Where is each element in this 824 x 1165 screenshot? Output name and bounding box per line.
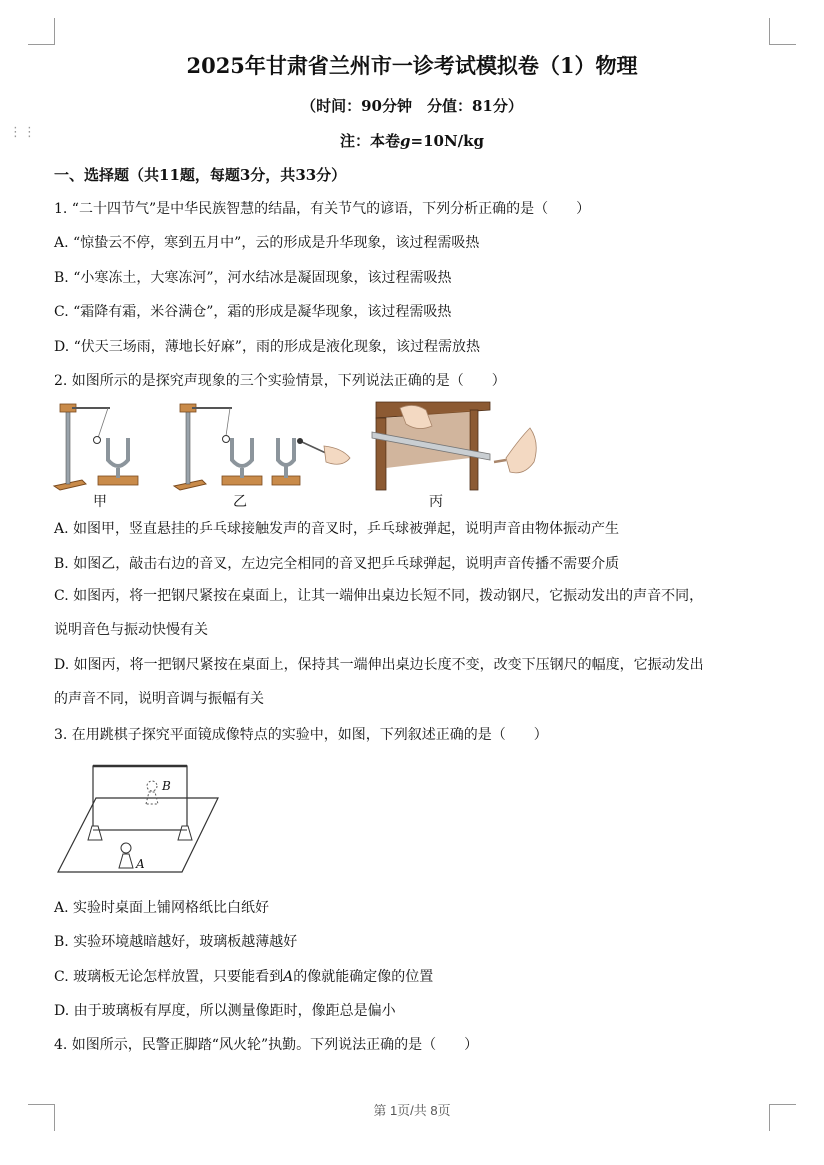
figure-label-b: B xyxy=(162,779,171,793)
crop-mark-top-left xyxy=(28,18,55,45)
figure-bing-apparatus xyxy=(372,402,536,490)
figure-label-jia: 甲 xyxy=(93,494,107,510)
page-title: 2025年甘肃省兰州市一诊考试模拟卷（1）物理 xyxy=(186,53,638,78)
question-3-option-c[interactable]: C. 玻璃板无论怎样放置，只要能看到A的像就能确定像的位置 xyxy=(54,969,434,985)
question-3-option-a[interactable]: A. 实验时桌面上铺网格纸比白纸好 xyxy=(54,900,270,916)
sound-experiments-figure xyxy=(50,398,550,494)
question-1-option-a[interactable]: A. “惊蛰云不停，寒到五月中”，云的形成是升华现象，该过程需吸热 xyxy=(54,235,480,251)
question-2-option-d[interactable]: D. 如图丙，将一把钢尺紧按在桌面上，保持其一端伸出桌边长度不变，改变下压钢尺的幅度，它振动发出 的声音不同，说明音调与振幅有关 xyxy=(54,657,704,707)
exam-note: 注：本卷g=10N/kg xyxy=(339,132,485,150)
question-3-stem: 3. 在用跳棋子探究平面镜成像特点的实验中，如图，下列叙述正确的是（ ） xyxy=(54,727,548,743)
question-1-stem: 1. “二十四节气”是中华民族智慧的结晶，有关节气的谚语，下列分析正确的是（ ） xyxy=(54,201,591,217)
figure-label-a: A xyxy=(136,857,145,871)
question-2-option-c[interactable]: C. 如图丙，将一把钢尺紧按在桌面上，让其一端伸出桌边长短不同，拨动钢尺，它振动发出的声音不同， 说明音色与振动快慢有关 xyxy=(54,588,704,638)
drag-handle-icon[interactable]: ⋮⋮ xyxy=(9,125,37,140)
question-1-option-d[interactable]: D. “伏天三场雨，薄地长好麻”，雨的形成是液化现象，该过程需放热 xyxy=(54,339,480,355)
question-2-option-b[interactable]: B. 如图乙，敲击右边的音叉，左边完全相同的音叉把乒乓球弹起，说明声音传播不需要介质 xyxy=(54,556,620,572)
question-4-stem: 4. 如图所示，民警正脚踏“风火轮”执勤。下列说法正确的是（ ） xyxy=(54,1037,479,1053)
figure-label-bing: 丙 xyxy=(429,494,443,510)
question-3-option-b[interactable]: B. 实验环境越暗越好，玻璃板越薄越好 xyxy=(54,934,298,950)
section-heading: 一、选择题（共11题，每题3分，共33分） xyxy=(54,166,347,184)
question-3-option-d[interactable]: D. 由于玻璃板有厚度，所以测量像距时，像距总是偏小 xyxy=(54,1003,396,1019)
question-2-stem: 2. 如图所示的是探究声现象的三个实验情景，下列说法正确的是（ ） xyxy=(54,373,506,389)
question-1-option-b[interactable]: B. “小寒冻土，大寒冻河”，河水结冰是凝固现象，该过程需吸热 xyxy=(54,270,452,286)
crop-mark-top-right xyxy=(769,18,796,45)
figure-label-yi: 乙 xyxy=(233,494,247,510)
question-2-option-a[interactable]: A. 如图甲，竖直悬挂的乒乓球接触发声的音叉时，乒乓球被弹起，说明声音由物体振动产生 xyxy=(54,521,620,537)
exam-info: （时间：90分钟 分值：81分） xyxy=(301,97,523,115)
plane-mirror-figure xyxy=(56,762,222,876)
page-number: 第 1页/共 8页 xyxy=(373,1103,451,1118)
figure-jia-apparatus xyxy=(54,404,138,490)
question-1-option-c[interactable]: C. “霜降有霜，米谷满仓”，霜的形成是凝华现象，该过程需吸热 xyxy=(54,304,452,320)
figure-yi-apparatus xyxy=(174,404,350,490)
